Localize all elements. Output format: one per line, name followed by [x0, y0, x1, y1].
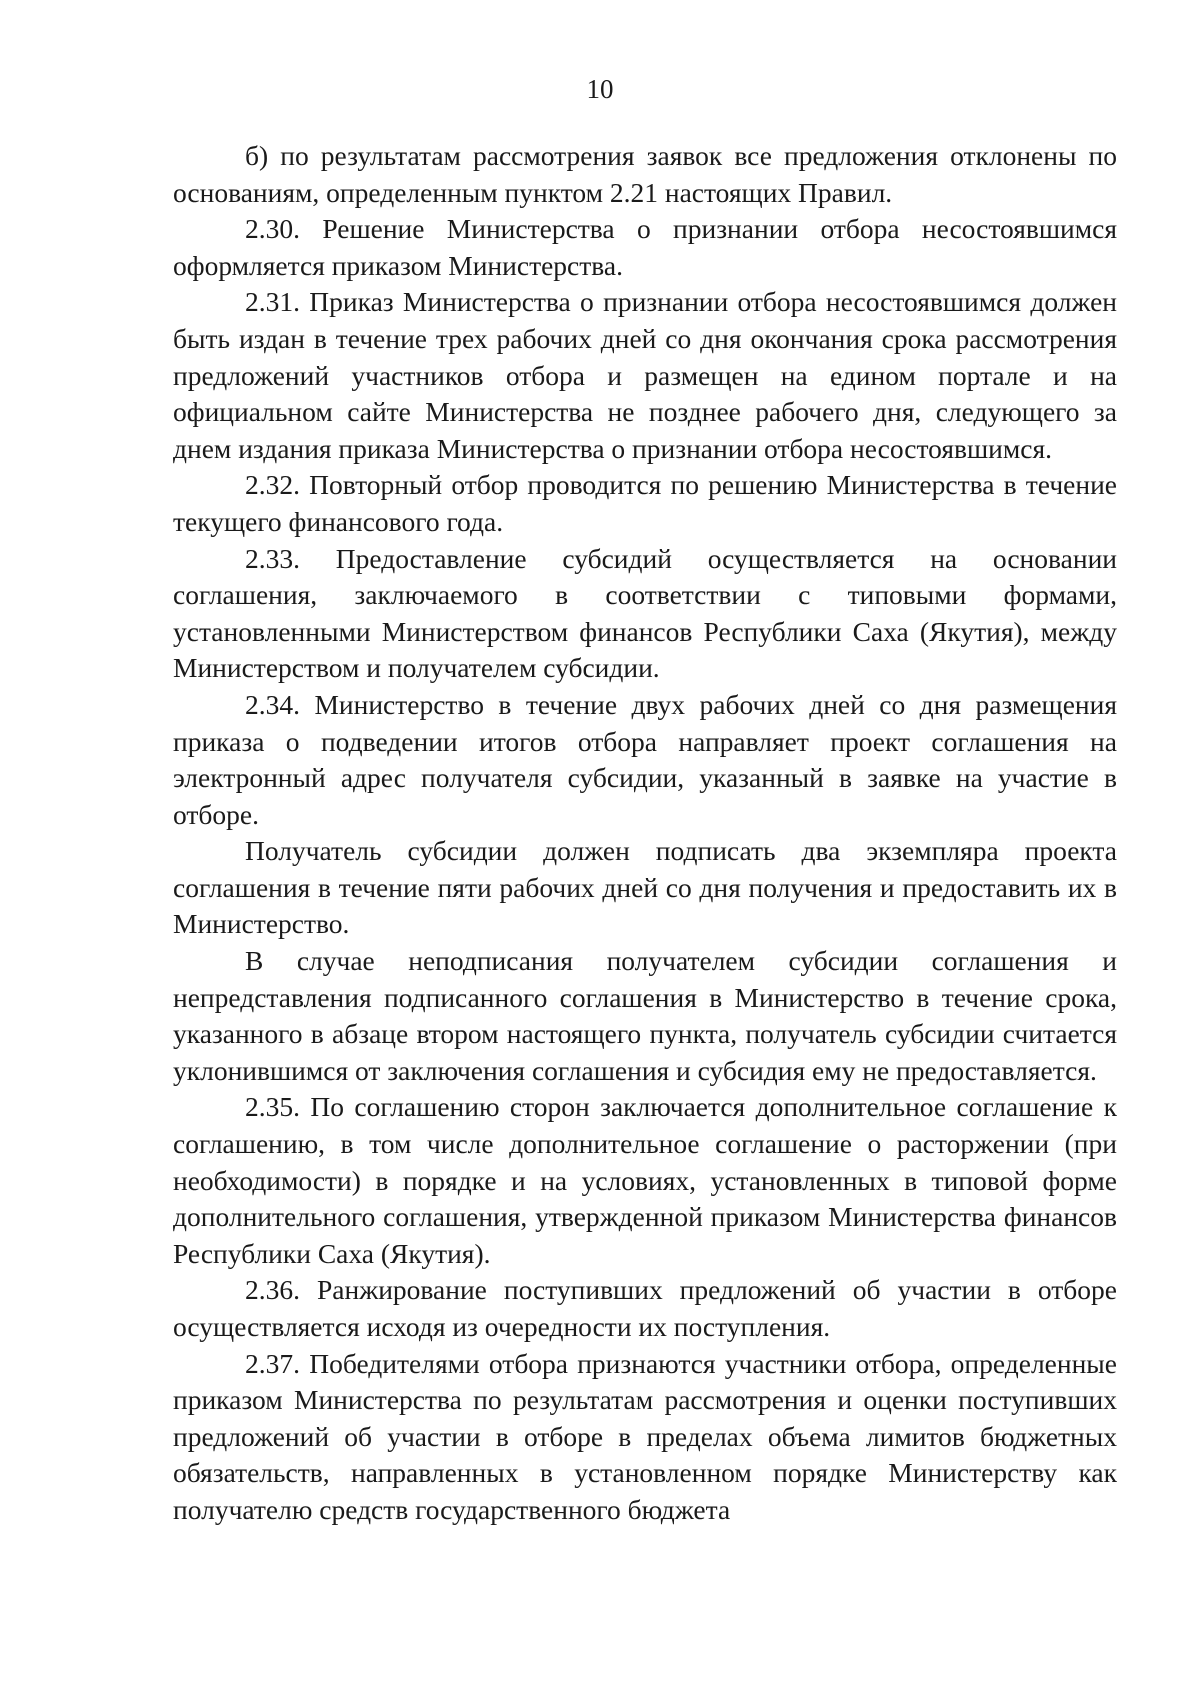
document-body [173, 138, 1117, 1529]
paragraph-2-37: 2.37. Победителями отбора признаются участники отбора, определенные приказом Министерства по результатам рассмотрения и оценки поступивших предложений об участии в отборе в пределах объема лимитов бюджетных обязательств, направленных в установленном порядке Министерству как получателю средств государственного бюджета [173, 1347, 1117, 1525]
paragraph-2-30: 2.30. Решение Министерства о признании отбора несостоявшимся оформляется приказом Министерства. [173, 213, 1117, 281]
paragraph-2-36: 2.36. Ранжирование поступивших предложений об участии в отборе осуществляется исходя из очередности их поступления. [173, 1274, 1117, 1342]
paragraph-2-32: 2.32. Повторный отбор проводится по решению Министерства в течение текущего финансового года. [173, 469, 1117, 537]
paragraph-2-34-second: Получатель субсидии должен подписать два экземпляра проекта соглашения в течение пяти рабочих дней со дня получения и предоставить их в Министерство. [173, 835, 1117, 940]
page-number: 10 [586, 74, 614, 104]
paragraph-2-34-third: В случае неподписания получателем субсидии соглашения и непредставления подписанного соглашения в Министерство в течение срока, указанного в абзаце втором настоящего пункта, получатель субсидии считается уклонившимся от заключения соглашения и субсидия ему не предоставляется. [173, 945, 1117, 1086]
paragraph-2-31: 2.31. Приказ Министерства о признании отбора несостоявшимся должен быть издан в течение трех рабочих дней со дня окончания срока рассмотрения предложений участников отбора и размещен на едином портале и на официальном сайте Министерства не позднее рабочего дня, следующего за днем издания приказа Министерства о признании отбора несостоявшимся. [173, 286, 1117, 464]
paragraph-2-29-b: б) по результатам рассмотрения заявок все предложения отклонены по основаниям, определенным пунктом 2.21 настоящих Правил. [173, 140, 1117, 208]
paragraph-2-33: 2.33. Предоставление субсидий осуществляется на основании соглашения, заключаемого в соответствии с типовыми формами, установленными Министерством финансов Республики Саха (Якутия), между Министерством и получателем субсидии. [173, 542, 1117, 684]
paragraph-2-35: 2.35. По соглашению сторон заключается дополнительное соглашение к соглашению, в том числе дополнительное соглашение о расторжении (при необходимости) в порядке и на условиях, установленных в типовой форме дополнительного соглашения, утвержденной приказом Министерства финансов Республики Саха (Якутия). [173, 1091, 1117, 1269]
paragraph-2-34: 2.34. Министерство в течение двух рабочих дней со дня размещения приказа о подведении итогов отбора направляет проект соглашения на электронный адрес получателя субсидии, указанный в заявке на участие в отборе. [173, 688, 1117, 830]
